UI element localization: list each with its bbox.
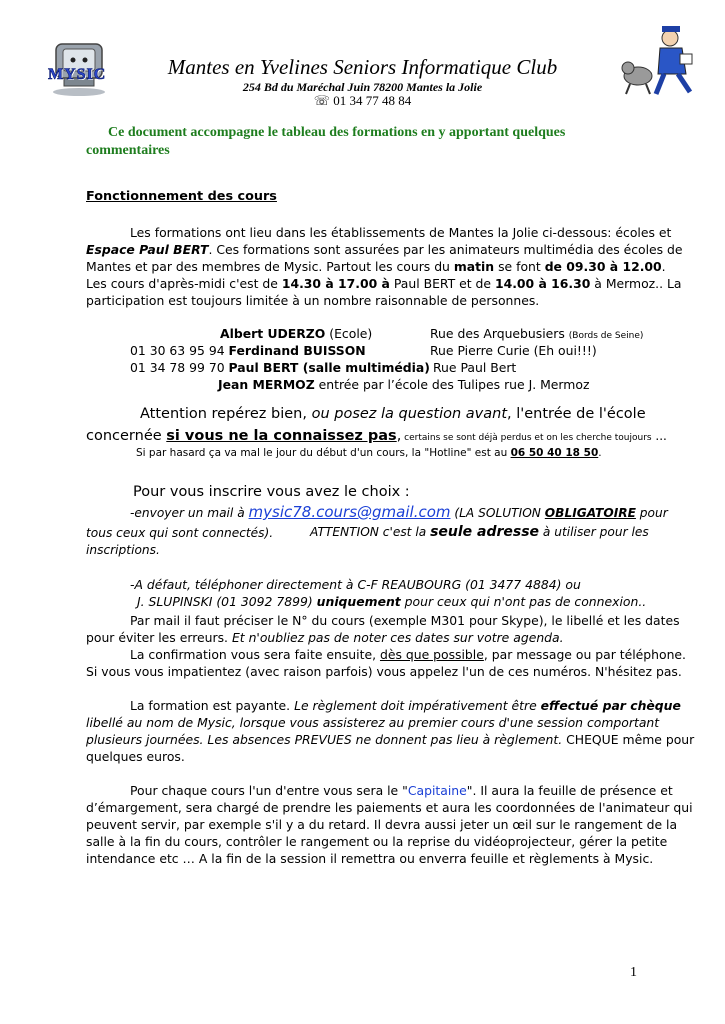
mermoz-rest: entrée par l’école des Tulipes rue J. Mermoz [314,377,590,392]
reg-l2-b: ATTENTION c'est la [310,525,431,539]
attention-l2-small: certains se sont déjà perdus et on les cherche toujours [401,433,652,443]
p1-l4-b: 14.30 à 17.00 à [281,276,390,291]
pay-b: Le règlement doit impérativement être [294,698,541,713]
p1-line-1: Les formations ont lieu dans les établissements de Mantes la Jolie ci-dessous: écoles et [130,225,672,240]
registration-email-link[interactable]: mysic78.cours@gmail.com [248,503,451,521]
attention-l2-c: , [396,428,402,444]
phone-icon: ☏ [313,93,330,108]
reg-l2-d: à utiliser pour les [539,525,649,539]
phone-alt-line-2 [137,594,646,609]
conf-c: , par message ou par téléphone. [483,647,686,662]
payment-line-2: libellé au nom de Mysic, lorsque vous assisterez au premier cours d'une session comportant [86,715,660,730]
confirmation-line-1 [130,646,686,663]
attention-b: ou posez la question avant [311,406,508,422]
attention-l2-dots: ... [651,429,667,443]
attention-line-1 [140,406,646,422]
registration-line-3: inscriptions. [86,543,160,557]
cap-capitaine: Capitaine [407,783,467,798]
phone-alt-a: J. SLUPINSKI (01 3092 7899) [137,594,317,609]
conf-a: La confirmation vous sera faite ensuite, [130,647,380,662]
hotline-end: . [598,447,602,459]
street-note: (Bords de Seine) [568,331,644,341]
solution-c: pour [635,506,668,520]
attention-l2-a: concernée [86,428,167,444]
school-paulbert [130,359,430,376]
p1-line-5: participation est toujours limitée à un nombre raisonnable de personnes. [86,293,540,308]
reg-l2-a: tous ceux qui sont connectés). [86,526,274,540]
pay-c: effectué par chèque [540,698,681,713]
registration-line-2 [86,526,273,540]
pay-l3-a: plusieurs journées. Les absences PREVUES ne donnent pas lieu à règlement. [86,732,563,747]
page-number: 1 [630,965,637,980]
club-phone-line [0,93,725,109]
school-uderzo [220,325,372,342]
mermoz-name: Jean MERMOZ [218,377,315,392]
school-buisson [130,342,366,359]
p1-l4-c: Paul BERT et de [389,276,495,291]
p1-l4-e: à Mermoz.. La [590,276,682,291]
captain-line-1 [130,782,673,799]
registration-line-2b [310,524,649,540]
p1-l3-end: . [661,259,666,274]
logo-text: MYSIC [48,66,107,83]
club-name: Mantes en Yvelines Seniors Informatique Club [167,55,558,79]
mail-line-2 [86,629,564,646]
intro-line-2: commentaires [86,143,170,158]
intro-line-1: Ce document accompagne le tableau des formations en y apportant quelques [108,125,566,140]
street-arquebusiers: Rue des Arquebusiers [430,326,565,341]
mail-l2-a: pour éviter les erreurs. [86,630,232,645]
p1-line-2 [86,241,683,258]
phone-alt-uniquement: uniquement [316,594,401,609]
registration-email-line [130,503,668,521]
club-address: 254 Bd du Maréchal Juin 78200 Mantes la Jolie [242,80,483,94]
school-buisson-street: Rue Pierre Curie (Eh oui!!!) [430,343,597,358]
attention-l2-b: si vous ne la connaissez pas [166,428,397,444]
p1-l3-hours: de 09.30 à 12.00 [544,259,662,274]
p1-l4-a: Les cours d'après-midi c'est de [86,276,282,291]
attention-c: , l'entrée de l'école [507,406,646,422]
captain-line-5: intendance etc … A la fin de la session il remettra ou enverra feuille et règlements à Mysic. [86,851,654,866]
p1-l3-mid: se font [494,259,545,274]
club-phone: 01 34 77 48 84 [333,93,412,108]
p1-line-3 [86,258,666,275]
p1-l4-d: 14.00 à 16.30 [494,276,591,291]
espace-paul-bert: Espace Paul BERT [86,242,209,257]
captain-line-4: salle à la fin du cours, contrôler le rangement ou la reprise du vidéoprojecteur, gérer la petite [86,834,668,849]
phone-alt-c: pour ceux qui n'ont pas de connexion.. [400,594,647,609]
p1-line-2-rest: . Ces formations sont assurées par les animateurs multimédia des écoles de [208,242,683,257]
phone-alt-line-1: -A défaut, téléphoner directement à C-F REAUBOURG (01 3477 4884) ou [130,577,581,592]
captain-line-2: d’émargement, sera chargé de prendre les paiements et aura les coordonnées de l'animateur qui [86,800,693,815]
cap-a: Pour chaque cours l'un d'entre vous sera le " [130,783,408,798]
confirmation-line-2: Si vous vous impatientez (avec raison parfois) vous appelez l'un de ces numéros. N'hésitez pas. [86,664,682,679]
p1-l3-a: Mantes et par des membres de Mysic. Partout les cours du [86,259,454,274]
cap-c: ". Il aura la feuille de présence et [466,783,673,798]
buisson-name: Ferdinand BUISSON [228,343,366,358]
p1-line-4 [86,275,681,292]
captain-line-3: peuvent servir, par exemple s'il y a du retard. Il devra aussi jeter un œil sur le rangement de la [86,817,678,832]
school-uderzo-type: (Ecole) [325,326,373,341]
hotline-number: 06 50 40 18 50 [510,447,599,459]
solution-a: (LA SOLUTION [450,506,545,520]
school-mermoz [218,376,589,393]
school-uderzo-name: Albert UDERZO [220,326,326,341]
attention-line-2 [86,428,667,444]
mail-l2-b: Et n'oubliez pas de noter ces dates sur votre agenda. [231,630,564,645]
payment-line-1 [130,697,681,714]
email-prefix: -envoyer un mail à [130,506,249,520]
payment-line-3 [86,731,694,748]
school-paulbert-street: Rue Paul Bert [433,360,517,375]
solution-obligatoire: OBLIGATOIRE [544,506,636,520]
mail-line-1: Par mail il faut préciser le N° du cours (exemple M301 pour Skype), le libellé et les dates [130,613,680,628]
paulbert-name: Paul BERT (salle multimédia) [228,360,430,375]
pay-a: La formation est payante. [130,698,295,713]
buisson-phone: 01 30 63 95 94 [130,343,225,358]
p1-l3-matin: matin [453,259,495,274]
hotline-text: Si par hasard ça va mal le jour du début d'un cours, la "Hotline" est au [136,447,511,459]
hotline-line [136,447,602,459]
registration-title: Pour vous inscrire vous avez le choix : [133,484,410,500]
section-title-fonctionnement: Fonctionnement des cours [86,189,277,204]
paulbert-phone: 01 34 78 99 70 [130,360,225,375]
attention-a: Attention repérez bien, [140,406,312,422]
conf-b: dès que possible [379,647,484,662]
pay-l3-b: CHEQUE même pour [562,732,695,747]
seule-adresse: seule adresse [430,524,540,540]
payment-line-4: quelques euros. [86,749,185,764]
